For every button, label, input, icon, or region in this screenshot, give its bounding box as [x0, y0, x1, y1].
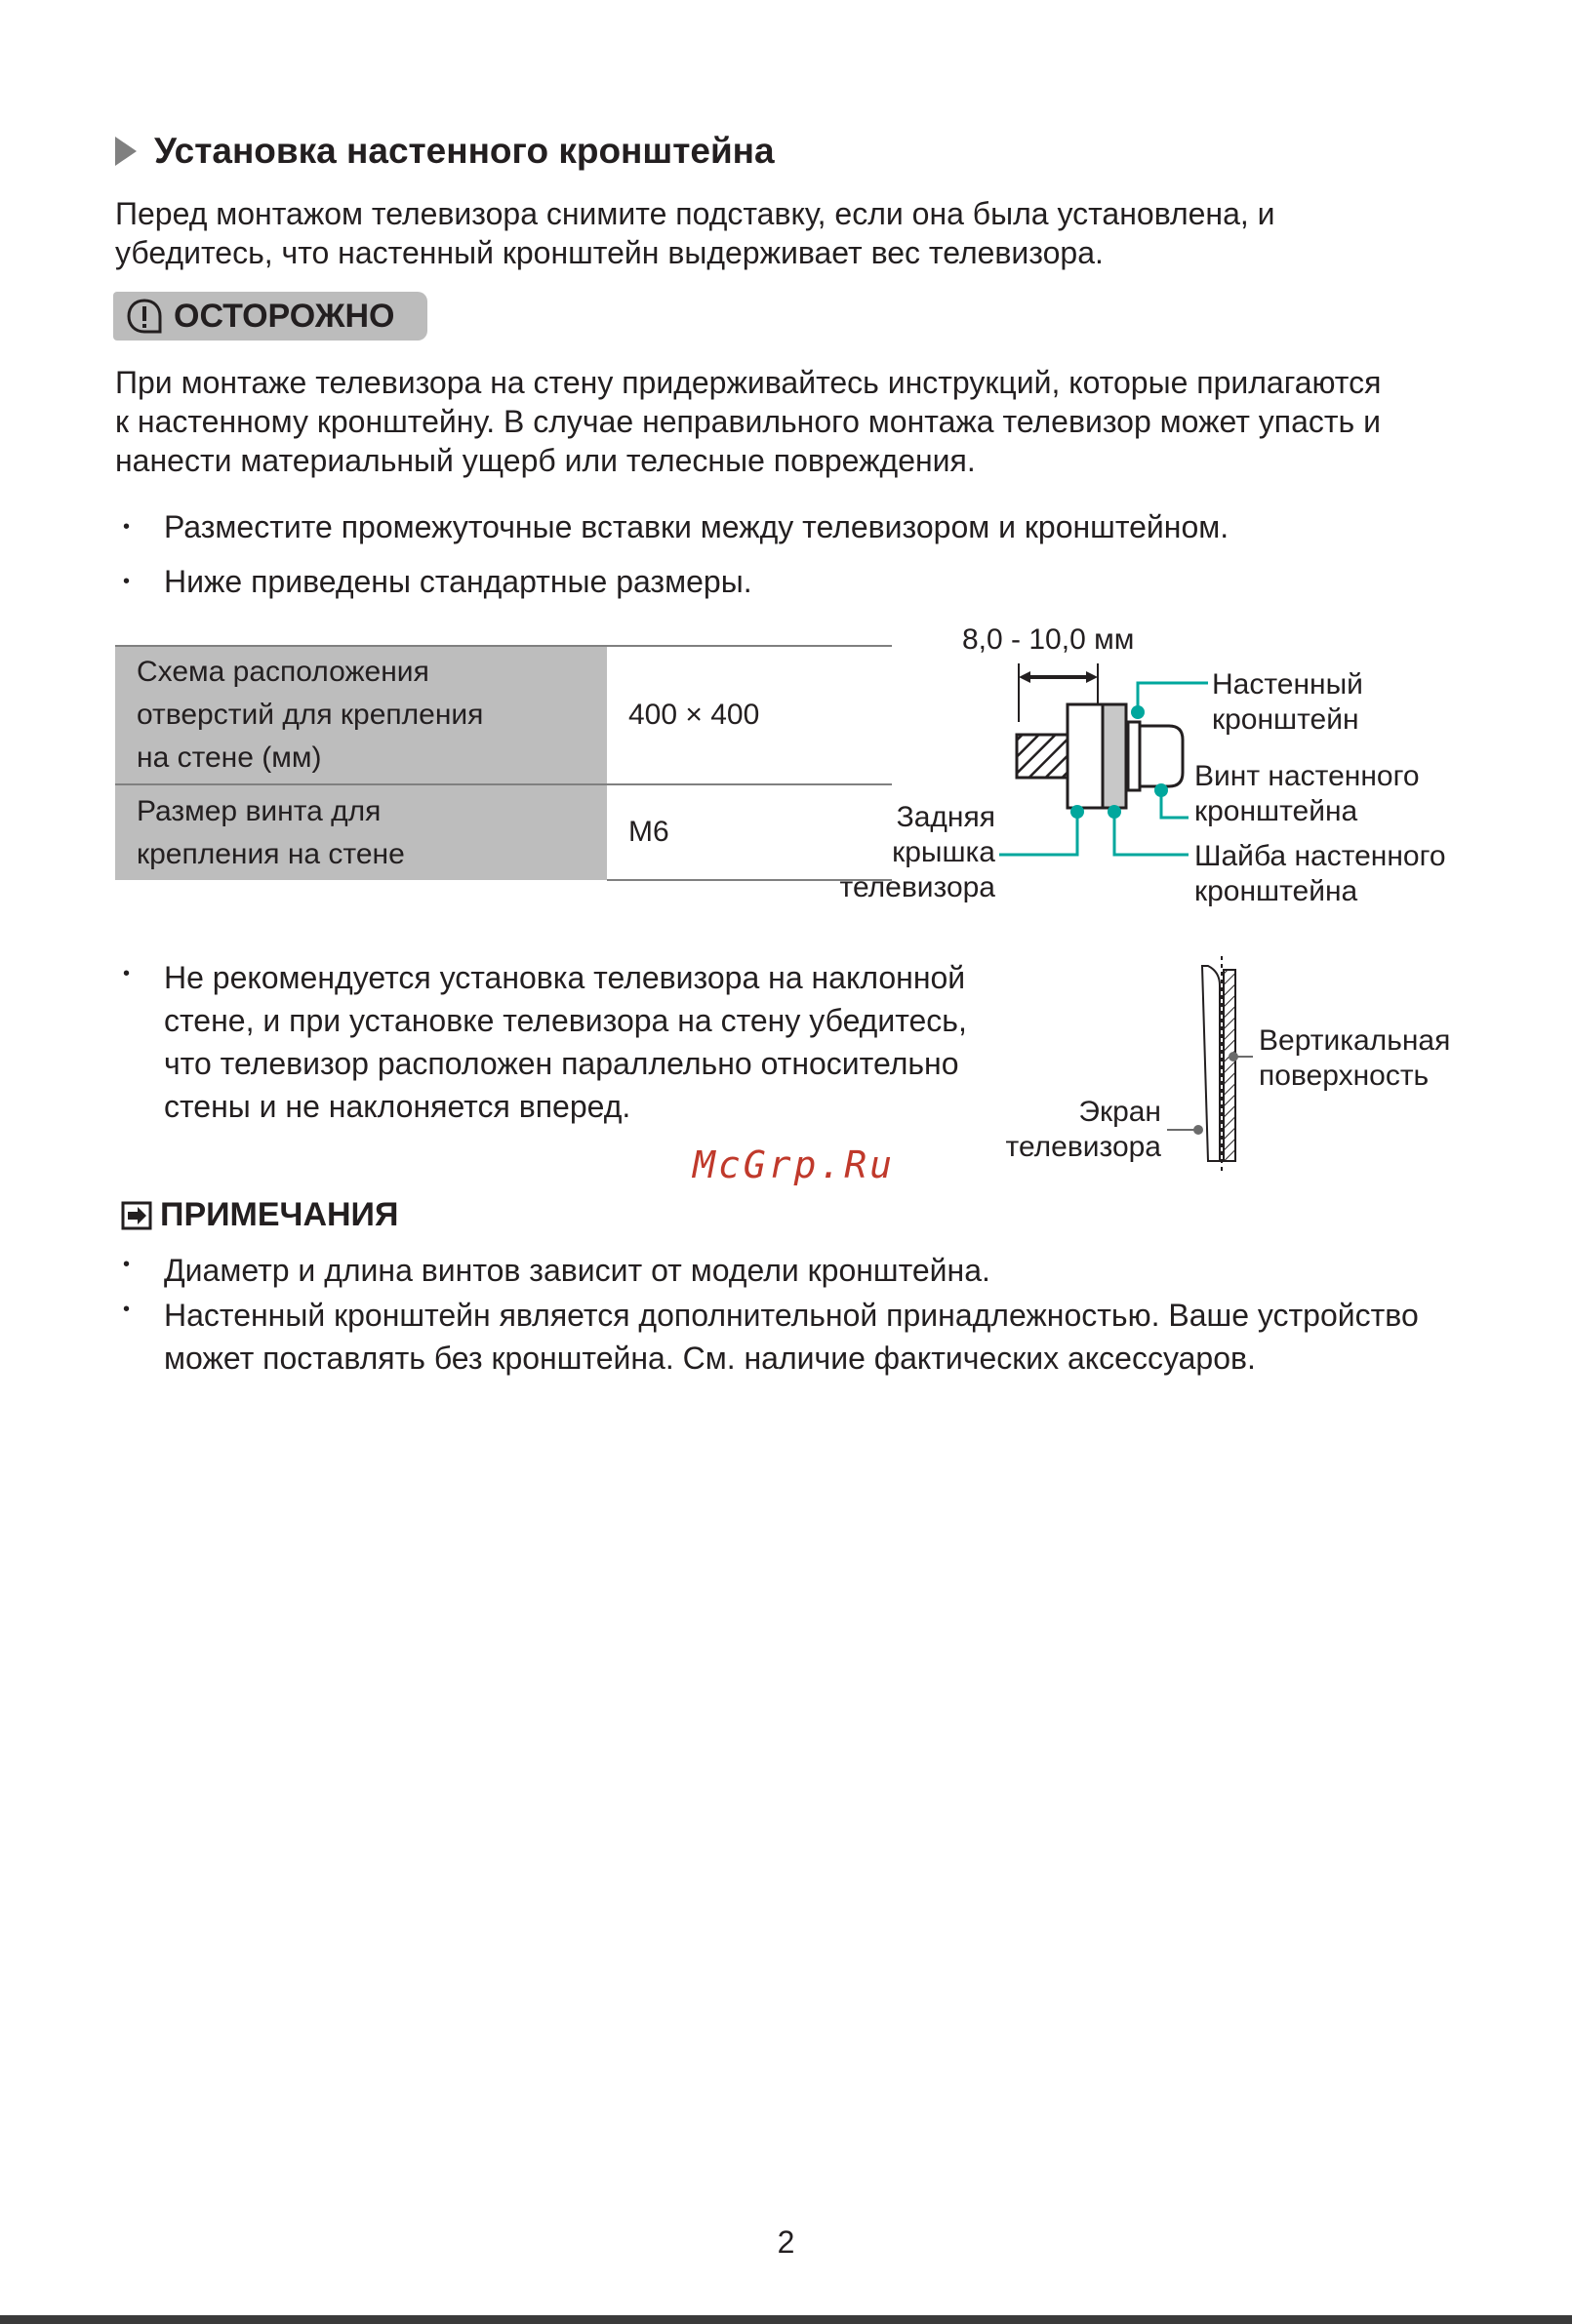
header-line: Размер винта для	[137, 794, 382, 827]
intro-line: убедитесь, что настенный кронштейн выдерживает вес телевизора.	[115, 235, 1104, 270]
note-text: Диаметр и длина винтов зависит от модели кронштейна.	[164, 1253, 990, 1288]
leader-dots	[1070, 705, 1168, 819]
label-line: поверхность	[1259, 1060, 1430, 1092]
dimension-arrow	[1019, 663, 1098, 722]
bullet-dot: •	[123, 1299, 131, 1320]
header-line: отверстий для крепления	[137, 699, 484, 731]
bullet-dot: •	[123, 963, 131, 984]
bullet-dot: •	[123, 571, 131, 592]
wall-diagram-shape	[1167, 956, 1253, 1173]
triangle-bullet-icon	[115, 137, 137, 166]
caution-icon	[125, 297, 164, 336]
intro-line: Перед монтажом телевизора снимите подставку, если она была установлена, и	[115, 196, 1275, 231]
caution-paragraph	[115, 363, 1381, 480]
label-line: Вертикальная	[1259, 1024, 1451, 1057]
note-text: Настенный кронштейн является дополнительной принадлежностью. Ваше устройство	[164, 1298, 1419, 1333]
label-line: Задняя	[896, 801, 995, 833]
label-line: Настенный	[1212, 668, 1363, 701]
section-title	[115, 131, 775, 172]
table-value-cell: 400 × 400	[607, 646, 892, 784]
bullet-dot: •	[123, 1254, 131, 1275]
table-value-cell: M6	[607, 784, 892, 880]
bullet-dot: •	[123, 516, 131, 538]
bullet-text: Разместите промежуточные вставки между телевизором и кронштейном.	[164, 509, 1229, 544]
dimension-label: 8,0 - 10,0 мм	[962, 623, 1135, 656]
notes-title: ПРИМЕЧАНИЯ	[160, 1196, 399, 1233]
caution-line: нанести материальный ущерб или телесные повреждения.	[115, 443, 976, 478]
bottom-rule	[0, 2315, 1572, 2324]
screw-label	[1194, 759, 1420, 829]
label-line: телевизора	[1005, 1131, 1161, 1163]
label-line: Винт настенного	[1194, 760, 1420, 792]
table-row	[115, 646, 892, 784]
watermark: McGrp.Ru	[693, 1143, 896, 1186]
tv-screen-label	[966, 1095, 1161, 1165]
vertical-surface-label	[1259, 1023, 1450, 1094]
label-line: телевизора	[839, 871, 995, 903]
washer-label	[1194, 839, 1446, 909]
header-line: крепления на стене	[137, 837, 405, 870]
tilt-note-line: Не рекомендуется установка телевизора на наклонной	[164, 960, 966, 995]
table-header-cell	[115, 784, 607, 880]
caution-line: к настенному кронштейну. В случае неправильного монтажа телевизор может упасть и	[115, 404, 1381, 439]
page-number: 2	[777, 2224, 795, 2260]
intro-paragraph	[115, 194, 1275, 272]
table-row	[115, 784, 892, 880]
notes-heading	[121, 1196, 398, 1234]
back-cover-label	[800, 800, 995, 905]
caution-badge	[113, 292, 427, 341]
tilt-note-line: стены и не наклоняется вперед.	[164, 1089, 631, 1124]
label-line: кронштейна	[1194, 875, 1358, 907]
label-line: Шайба настенного	[1194, 840, 1446, 872]
bracket-label	[1212, 667, 1363, 738]
note-icon	[121, 1201, 152, 1230]
bullet-text: Ниже приведены стандартные размеры.	[164, 564, 752, 599]
caution-line: При монтаже телевизора на стену придерживайтесь инструкций, которые прилагаются	[115, 365, 1382, 400]
screw-shape	[1017, 704, 1183, 808]
label-line: кронштейн	[1212, 703, 1359, 736]
header-line: Схема расположения	[137, 656, 429, 688]
tilt-note-line: что телевизор расположен параллельно относительно	[164, 1046, 959, 1081]
tilt-note-line: стене, и при установке телевизора на стену убедитесь,	[164, 1003, 967, 1038]
leader-lines	[999, 683, 1208, 855]
header-line: на стене (мм)	[137, 741, 322, 774]
caution-label: ОСТОРОЖНО	[174, 297, 395, 335]
spec-table	[115, 645, 892, 881]
section-title-text: Установка настенного кронштейна	[154, 131, 775, 171]
table-header-cell	[115, 646, 607, 784]
label-line: Экран	[1078, 1096, 1161, 1128]
note-text: может поставлять без кронштейна. См. наличие фактических аксессуаров.	[164, 1341, 1256, 1376]
label-line: крышка	[892, 836, 995, 868]
label-line: кронштейна	[1194, 795, 1358, 827]
